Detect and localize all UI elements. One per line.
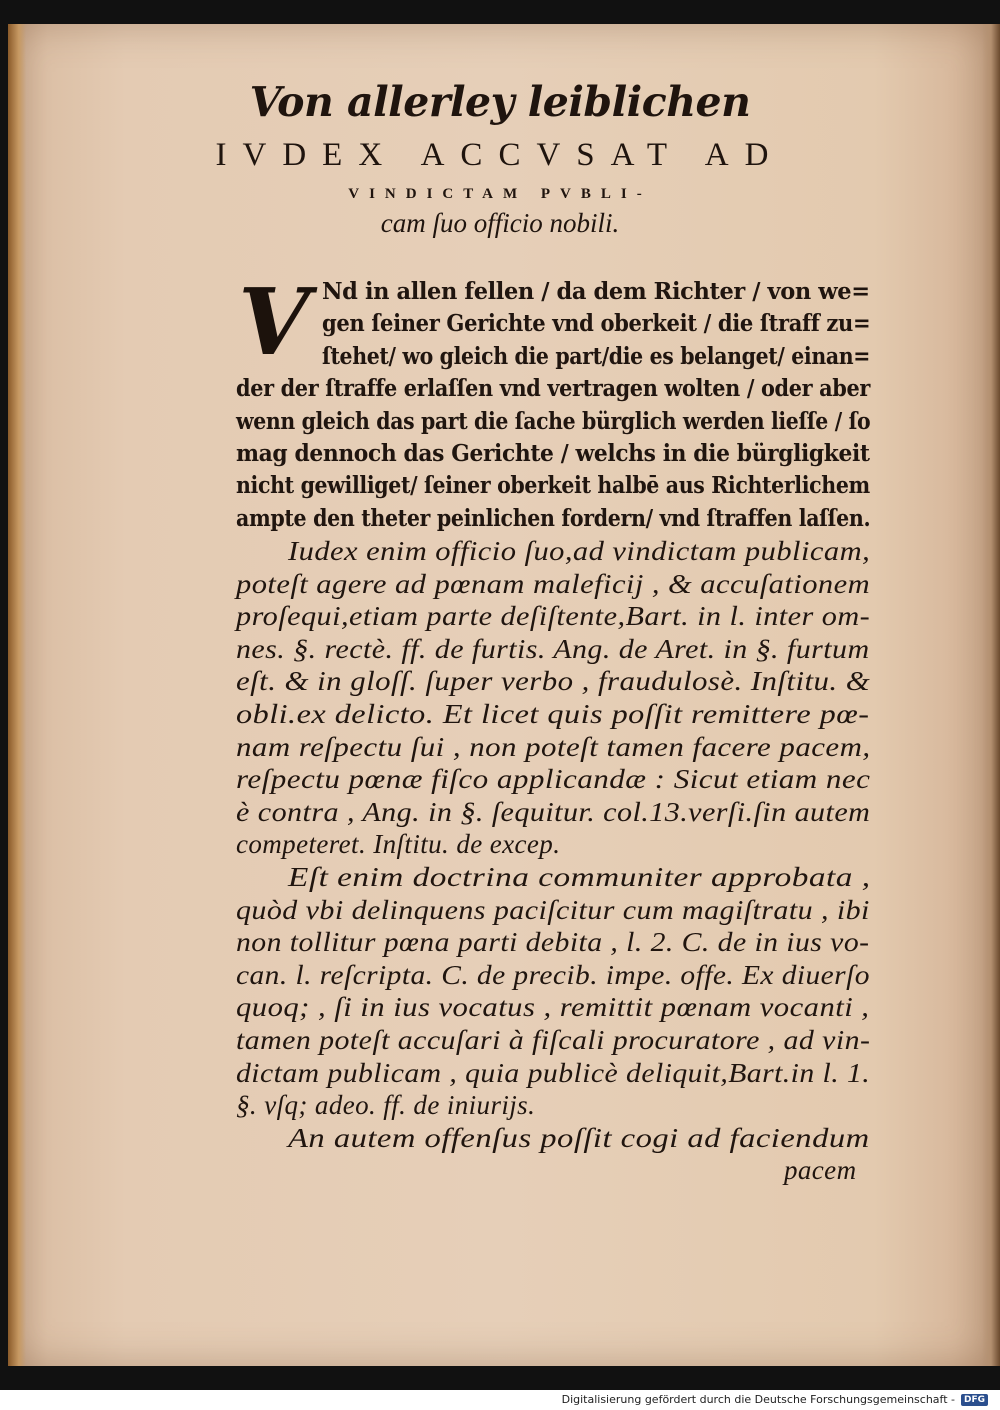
dfg-logo: DFG [961,1394,988,1406]
latin-line: non tollitur pœna parti debita , l. 2. C. de in ius vo- [236,927,870,958]
blackletter-line: ampte den theter peinlichen fordern/ vnd ſtraffen laſſen. [236,504,871,532]
blackletter-line: wenn gleich das part die ſache bürglich werden lieſſe / ſo [236,407,871,435]
latin-line: competeret. Inſtitu. de excep. [236,829,561,860]
latin-line: §. vſq; adeo. ff. de iniurijs. [236,1090,536,1121]
section-title-line-2: VINDICTAM PVBLI- [348,186,652,202]
running-head: Von allerley leiblichen [249,78,751,126]
blackletter-line: gen ſeiner Gerichte vnd oberkeit / die ſtraff zu= [322,310,871,338]
blackletter-line: der der ſtraffe erlaſſen vnd vertragen wolten / oder aber [236,375,870,403]
latin-line: reſpectu pœnæ fiſco applicandæ : Sicut etiam nec [236,764,871,795]
blackletter-line: mag dennoch das Gerichte / welchs in die bürgligkeit [236,440,870,467]
blackletter-line: ſtehet/ wo gleich die part/die es belanget/ einan= [322,342,871,370]
latin-line: quòd vbi delinquens paciſcitur cum magiſtratu , ibi [236,894,870,925]
latin-line: An autem offenſus poſſit cogi ad faciendum [288,1122,870,1153]
latin-line: proſequi,etiam parte deſiſtente,Bart. in l. inter om- [236,601,871,632]
latin-line: can. l. reſcripta. C. de precib. impe. offe. Ex diuerſo [236,959,870,990]
section-title-line-3: cam ſuo officio nobili. [380,208,620,238]
section-title-line-1: IVDEX ACCVSAT AD [215,137,785,173]
blackletter-line: Nd in allen fellen / da dem Richter / von we= [322,278,870,305]
latin-line: eſt. & in gloſſ. ſuper verbo , fraudulosè. Inſtitu. & [236,666,871,697]
latin-line: è contra , Ang. in §. ſequitur. col.13.verſi.ſin autem [236,796,871,827]
blackletter-line: nicht gewilliget/ ſeiner oberkeit halbē aus Richterlichem [236,472,870,500]
digitization-footer [562,1393,988,1406]
footer-credit-text: Digitalisierung gefördert durch die Deutsche Forschungsgemeinschaft - [561,1393,955,1406]
latin-line: nes. §. rectè. ff. de furtis. Ang. de Aret. in §. furtum [236,633,870,664]
drop-cap-initial: V [238,268,310,376]
latin-line: obli.ex delicto. Et licet quis poſſit remittere pœ- [236,699,870,729]
latin-line: nam reſpectu ſui , non poteſt tamen facere pacem, [236,731,871,762]
catchword: pacem [784,1155,857,1186]
latin-line: dictam publicam , quia publicè deliquit,Bart.in l. 1. [236,1057,871,1088]
latin-line: poteſt agere ad pœnam maleficij , & accuſationem [236,568,871,599]
latin-line: Iudex enim officio ſuo,ad vindictam publicam, [288,536,871,566]
latin-line: quoq; , ſi in ius vocatus , remittit pœnam vocanti , [236,992,870,1023]
latin-line: tamen poteſt accuſari à fiſcali procuratore , ad vin- [236,1025,871,1055]
latin-line: Eſt enim doctrina communiter approbata , [288,862,871,892]
